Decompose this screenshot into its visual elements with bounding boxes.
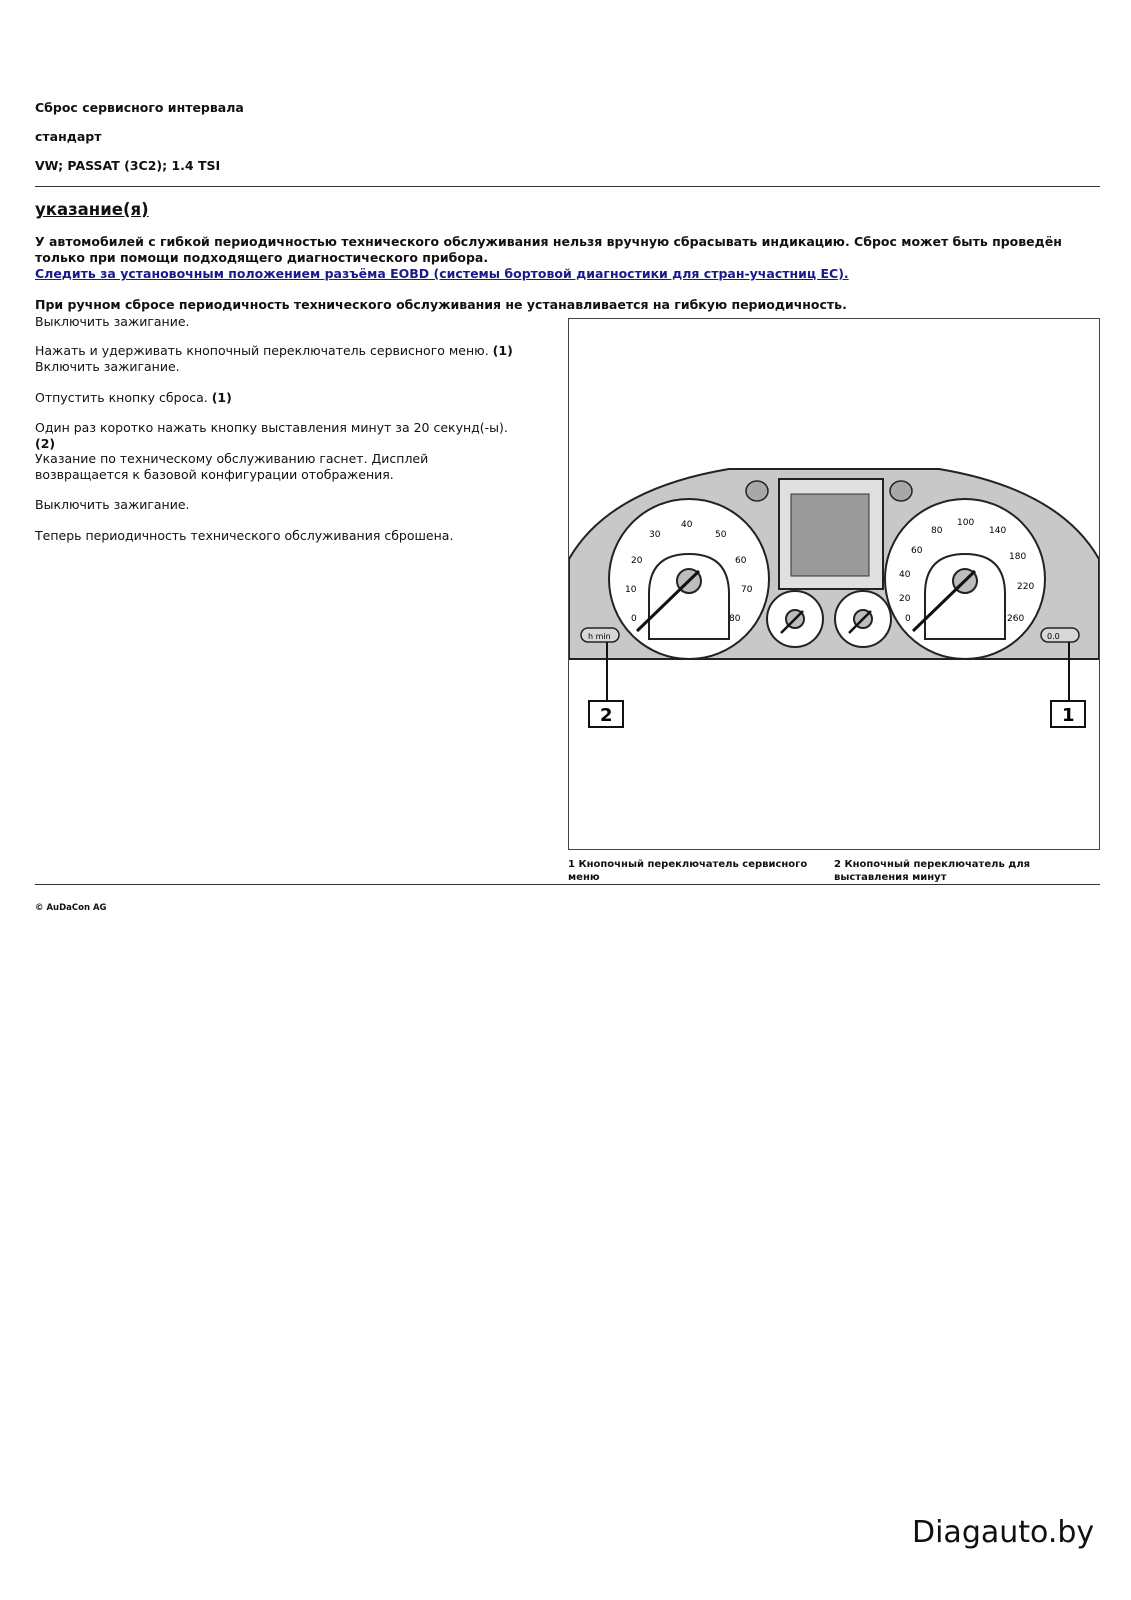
right-gauge-tick: 80 bbox=[931, 526, 943, 536]
right-gauge-tick: 60 bbox=[911, 546, 923, 556]
temperature-gauge bbox=[835, 591, 891, 647]
right-gauge-tick: 260 bbox=[1007, 614, 1025, 624]
step-7 bbox=[35, 528, 525, 544]
footer-divider bbox=[35, 884, 1100, 885]
left-gauge-tick: 0 bbox=[631, 614, 637, 624]
left-gauge bbox=[609, 499, 769, 659]
callout-1-number: 1 bbox=[1062, 705, 1075, 726]
step-5 bbox=[35, 451, 525, 483]
notice-block bbox=[35, 234, 1095, 282]
left-gauge-tick: 80 bbox=[729, 614, 741, 624]
step-3 bbox=[35, 390, 525, 406]
step-text: Выключить зажигание. bbox=[35, 497, 190, 512]
step-text: Указание по техническому обслуживанию гаснет. Дисплей возвращается к базовой конфигурации отображения. bbox=[35, 451, 429, 482]
service-menu-button-label: 0.0 bbox=[1047, 632, 1060, 641]
copyright: © AuDaCon AG bbox=[35, 903, 107, 913]
warning-lamp-left-icon bbox=[746, 481, 768, 501]
vehicle-info: VW; PASSAT (3C2); 1.4 TSI bbox=[35, 158, 221, 173]
watermark: Diagauto.by bbox=[912, 1515, 1095, 1550]
center-display-screen bbox=[791, 494, 869, 576]
warning-lamp-right-icon bbox=[890, 481, 912, 501]
step-6 bbox=[35, 497, 525, 513]
left-gauge-tick: 20 bbox=[631, 556, 643, 566]
right-gauge-tick: 40 bbox=[899, 570, 911, 580]
cluster-drawing bbox=[569, 319, 1099, 849]
right-gauge-tick: 180 bbox=[1009, 552, 1027, 562]
section-title: указание(я) bbox=[35, 200, 149, 219]
right-gauge-tick: 100 bbox=[957, 518, 975, 528]
step-ref: (2) bbox=[35, 436, 56, 451]
notice-text: У автомобилей с гибкой периодичностью технического обслуживания нельзя вручную сбрасывать индикацию. Сброс может быть проведён только при помощи подходящего диагностического прибора. bbox=[35, 234, 1062, 265]
step-ref: (1) bbox=[492, 343, 513, 358]
left-gauge-tick: 60 bbox=[735, 556, 747, 566]
step-text: Один раз коротко нажать кнопку выставления минут за 20 секунд(-ы). bbox=[35, 420, 508, 435]
callout-2-number: 2 bbox=[600, 705, 613, 726]
eobd-link[interactable]: Следить за установочным положением разъёма EOBD (системы бортовой диагностики для стран-участниц ЕС). bbox=[35, 266, 849, 281]
step-text: Отпустить кнопку сброса. bbox=[35, 390, 208, 405]
right-gauge-tick: 140 bbox=[989, 526, 1007, 536]
document-title: Сброс сервисного интервала bbox=[35, 100, 244, 115]
left-gauge-tick: 40 bbox=[681, 520, 693, 530]
right-gauge bbox=[885, 499, 1045, 659]
fuel-gauge bbox=[767, 591, 823, 647]
figure-caption-1: 1 Кнопочный переключатель сервисного меню bbox=[568, 859, 808, 883]
header-divider bbox=[35, 186, 1100, 187]
right-gauge-tick: 220 bbox=[1017, 582, 1035, 592]
step-text-secondary: Включить зажигание. bbox=[35, 359, 180, 374]
manual-note: При ручном сбросе периодичность технического обслуживания не устанавливается на гибкую периодичность. bbox=[35, 297, 847, 312]
step-text: Выключить зажигание. bbox=[35, 314, 190, 329]
step-2 bbox=[35, 343, 525, 375]
step-text: Теперь периодичность технического обслуживания сброшена. bbox=[35, 528, 454, 543]
left-gauge-tick: 70 bbox=[741, 585, 753, 595]
step-4 bbox=[35, 420, 525, 452]
step-ref: (1) bbox=[211, 390, 232, 405]
step-text: Нажать и удерживать кнопочный переключатель сервисного меню. bbox=[35, 343, 489, 358]
figure-caption-2: 2 Кнопочный переключатель для выставления минут bbox=[834, 859, 1031, 883]
left-gauge-tick: 30 bbox=[649, 530, 661, 540]
document-subtitle: стандарт bbox=[35, 129, 102, 144]
left-gauge-tick: 50 bbox=[715, 530, 727, 540]
left-gauge-tick: 10 bbox=[625, 585, 637, 595]
right-gauge-tick: 0 bbox=[905, 614, 911, 624]
instrument-cluster-figure bbox=[568, 318, 1100, 850]
right-gauge-tick: 20 bbox=[899, 594, 911, 604]
step-1 bbox=[35, 314, 525, 330]
minute-set-button-label: h min bbox=[588, 632, 611, 641]
